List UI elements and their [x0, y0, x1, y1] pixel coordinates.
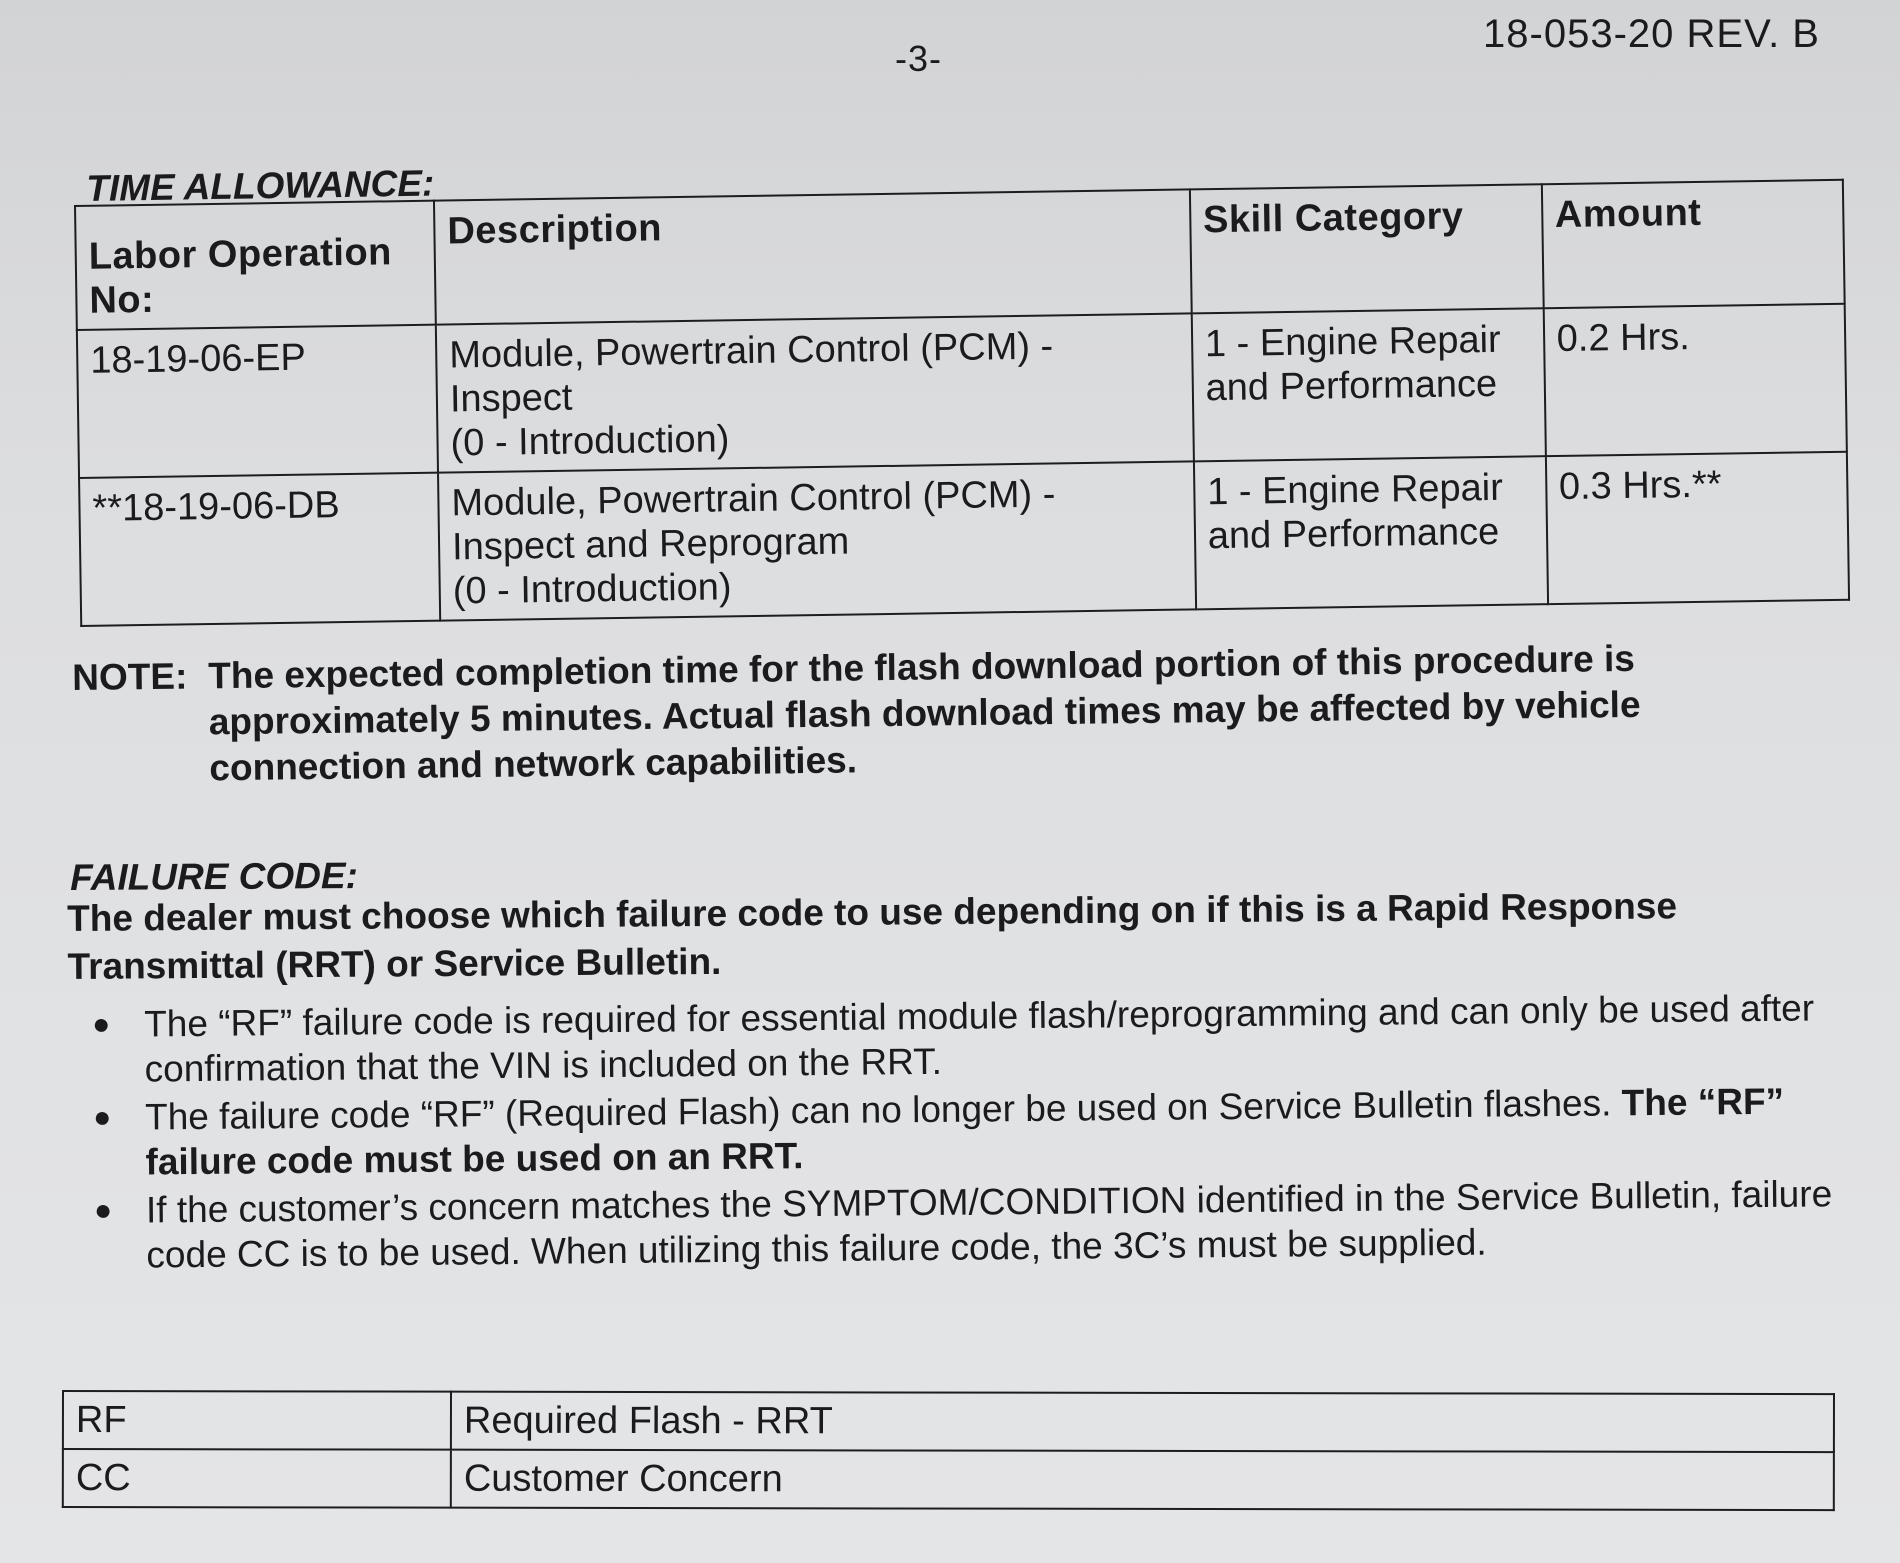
failure-code-intro: The dealer must choose which failure code to use depending on if this is a Rapid Response Transmittal (RRT) or Service Bulletin. — [67, 885, 1678, 987]
amount-cell: 0.3 Hrs.** — [1545, 452, 1849, 604]
bullet-icon: ● — [93, 1193, 113, 1227]
labor-operation-cell: 18-19-06-EP — [77, 325, 438, 478]
skill-line: 1 - Engine Repair — [1206, 466, 1504, 514]
failure-code-cell: RF — [63, 1391, 451, 1450]
amount-cell: 0.2 Hrs. — [1543, 304, 1847, 456]
bullet-icon: ● — [92, 1100, 112, 1134]
time-allowance-table — [74, 179, 1850, 627]
bullet-text: If the customer’s concern matches the SYMPTOM/CONDITION identified in the Service Bulletin, failure code CC is to be used. When utilizing this failure code, the 3C’s must be supplied. — [145, 1173, 1833, 1276]
note-block — [72, 634, 1794, 793]
description-line: Inspect and Reprogram — [451, 520, 850, 569]
bullet-bold-text: The “RF” failure code must be used on an RRT. — [145, 1080, 1785, 1183]
note-label: NOTE: — [72, 655, 188, 698]
failure-code-table — [62, 1390, 1835, 1511]
description-cell — [436, 313, 1194, 472]
bullet-icon: ● — [92, 1007, 111, 1041]
col-header-amount: Amount — [1541, 180, 1844, 308]
description-line: Module, Powertrain Control (PCM) - — [448, 325, 1054, 377]
list-item — [94, 1171, 1855, 1278]
failure-meaning-cell: Required Flash - RRT — [451, 1392, 1834, 1452]
table-row — [63, 1391, 1834, 1452]
list-item — [92, 985, 1853, 1092]
bullet-text: The “RF” failure code is required for essential module flash/reprogramming and can only be used after confirmation that the VIN is included on the RRT. — [144, 987, 1815, 1090]
page-number: -3- — [895, 38, 942, 79]
table-row — [63, 1449, 1834, 1510]
skill-line: and Performance — [1207, 510, 1500, 558]
labor-operation-cell: **18-19-06-DB — [79, 473, 440, 626]
description-line: Inspect — [449, 376, 573, 421]
document-number: 18-053-20 REV. B — [1483, 12, 1820, 56]
skill-line: 1 - Engine Repair — [1204, 318, 1501, 366]
failure-code-title: FAILURE CODE: — [70, 854, 359, 898]
note-text: The expected completion time for the flash download portion of this procedure is approximately 5 minutes. Actual flash download times may be affected by vehicle connection and network capabilities. — [208, 637, 1641, 789]
table-row — [77, 304, 1847, 478]
failure-meaning-cell: Customer Concern — [451, 1450, 1834, 1510]
description-line: Module, Powertrain Control (PCM) - — [451, 473, 1056, 525]
skill-line: and Performance — [1205, 362, 1498, 410]
description-cell — [438, 461, 1196, 620]
skill-category-cell — [1194, 456, 1548, 609]
bullet-text: The failure code “RF” (Required Flash) can no longer be used on Service Bulletin flashes. — [144, 1082, 1622, 1138]
col-header-skill-category: Skill Category — [1190, 184, 1544, 313]
time-allowance-title: TIME ALLOWANCE: — [86, 162, 435, 209]
list-item — [93, 1078, 1854, 1185]
col-header-description: Description — [434, 189, 1192, 324]
description-line: (0 - Introduction) — [452, 566, 732, 613]
col-header-labor-operation: Labor Operation No: — [75, 201, 436, 330]
failure-code-bullet-list — [92, 985, 1855, 1281]
skill-category-cell — [1191, 308, 1545, 461]
table-row — [79, 452, 1849, 626]
failure-code-cell: CC — [63, 1449, 451, 1508]
description-line: (0 - Introduction) — [450, 418, 730, 465]
